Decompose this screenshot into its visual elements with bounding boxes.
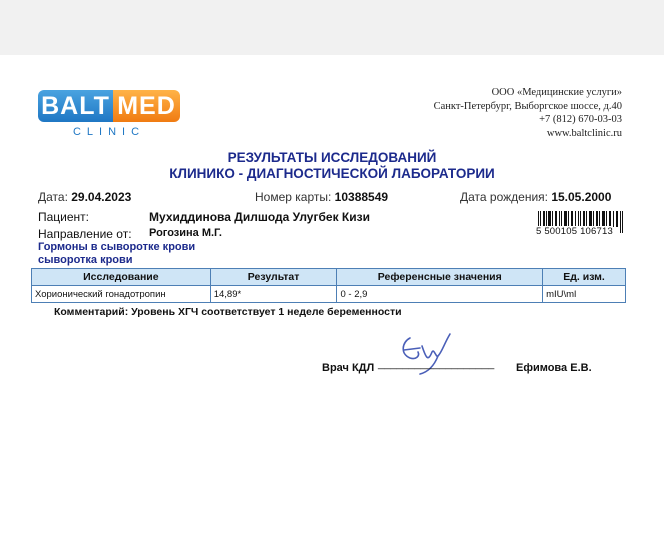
document-title-line2: КЛИНИКО - ДИАГНОСТИЧЕСКОЙ ЛАБОРАТОРИИ <box>169 166 495 181</box>
results-table <box>31 268 626 303</box>
cell-reference: 0 - 2,9 <box>337 286 543 303</box>
date-label: Дата: <box>38 190 68 204</box>
patient-value: Мухиддинова Дилшода Улугбек Кизи <box>149 210 370 224</box>
document-title-line1: РЕЗУЛЬТАТЫ ИССЛЕДОВАНИЙ <box>227 150 437 165</box>
table-row <box>32 286 626 303</box>
header-result: Результат <box>210 269 337 286</box>
logo-balt: BALT <box>38 90 113 122</box>
card-label: Номер карты: <box>255 190 332 204</box>
date-field <box>38 190 131 204</box>
company-phone: +7 (812) 670-03-03 <box>539 114 622 125</box>
company-info <box>434 86 622 140</box>
baltmed-logo <box>38 90 180 138</box>
logo-clinic: CLINIC <box>72 126 146 138</box>
cell-result: 14,89* <box>210 286 337 303</box>
doctor-name: Ефимова Е.В. <box>516 362 592 374</box>
header-reference: Референсные значения <box>337 269 543 286</box>
doctor-label: Врач КДЛ <box>322 362 375 374</box>
card-field <box>255 190 388 204</box>
table-header-row <box>32 269 626 286</box>
logo-med: MED <box>113 90 180 122</box>
direction-label: Направление от: <box>38 227 132 241</box>
birth-label: Дата рождения: <box>460 190 548 204</box>
cell-test: Хорионический гонадотропин <box>32 286 211 303</box>
barcode-number: 5 500105 106713 <box>536 226 613 237</box>
top-bar <box>0 0 664 55</box>
logo-box <box>38 90 180 122</box>
group-subtitle: сыворотка крови <box>38 254 133 266</box>
company-name: ООО «Медицинские услуги» <box>491 87 622 98</box>
group-title: Гормоны в сыворотке крови <box>38 241 196 253</box>
header-unit: Ед. изм. <box>543 269 626 286</box>
header-test: Исследование <box>32 269 211 286</box>
direction-value: Рогозина М.Г. <box>149 227 222 239</box>
birth-value: 15.05.2000 <box>551 190 612 204</box>
birth-field <box>460 190 611 204</box>
comment-text: Комментарий: Уровень ХГЧ соответствует 1 неделе беременности <box>54 306 402 318</box>
company-website: www.baltclinic.ru <box>546 127 622 139</box>
signature-line: ___________________ <box>378 358 495 370</box>
company-address: Санкт-Петербург, Выборгское шоссе, д.40 <box>433 100 622 112</box>
cell-unit: mIU\ml <box>543 286 626 303</box>
date-value: 29.04.2023 <box>71 190 132 204</box>
patient-label: Пациент: <box>38 210 90 224</box>
card-value: 10388549 <box>334 190 389 204</box>
